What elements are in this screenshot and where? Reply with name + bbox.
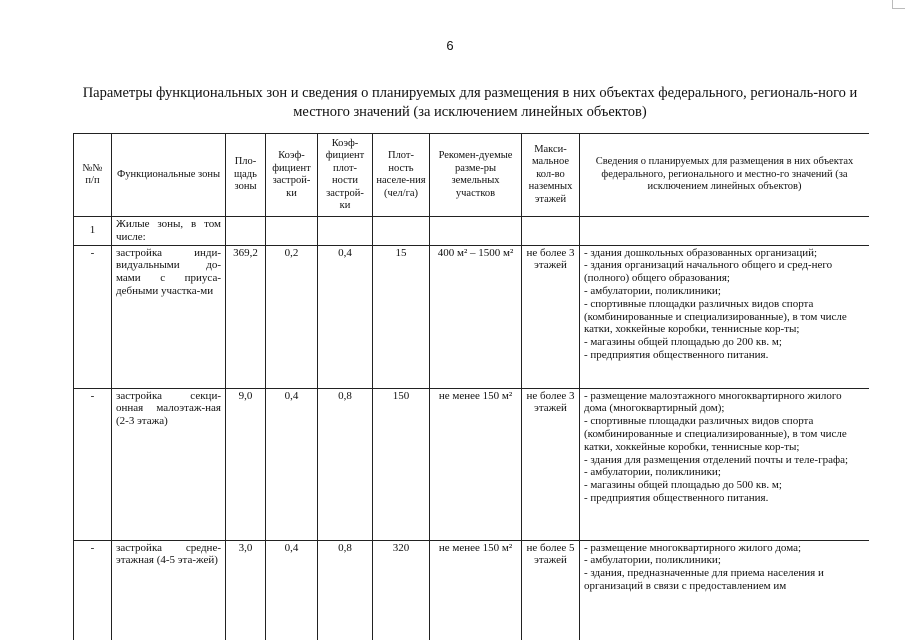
table-row [74, 388, 870, 540]
header-objects: Сведения о планируемых для размещения в них объектах федерального, регионального и местно-го значений (за исключением линейных объектов) [580, 134, 870, 217]
object-item: - здания, предназначенные для приема населения и организаций в связи с предоставлением им [584, 567, 824, 592]
object-item: - магазины общей площадью до 500 кв. м; [584, 479, 782, 492]
empty-cell [226, 217, 266, 246]
empty-cell [318, 217, 373, 246]
row-area: 3,0 [226, 540, 266, 640]
row-area: 369,2 [226, 245, 266, 388]
table-row [74, 540, 870, 640]
header-zone: Функциональные зоны [112, 134, 226, 217]
row-plot-size: не менее 150 м² [430, 540, 522, 640]
row-density-coef: 0,4 [318, 245, 373, 388]
object-item: - амбулатории, поликлиники; [584, 284, 721, 297]
row-objects [580, 245, 870, 388]
row-zone: застройка средне-этажная (4-5 эта-жей) [112, 540, 226, 640]
row-area: 9,0 [226, 388, 266, 540]
object-item: - спортивные площадки различных видов спорта (комбинированные и специализированные), в том числе катки, хоккейные коробки, теннисные кор-ты; [584, 415, 847, 453]
row-max-floors: не более 3 этажей [522, 388, 580, 540]
header-build-coef: Коэф-фициент застрой-ки [266, 134, 318, 217]
object-item: - здания для размещения отделений почты и теле-графа; [584, 453, 849, 466]
row-population-density: 320 [373, 540, 430, 640]
row-max-floors: не более 3 этажей [522, 245, 580, 388]
object-item: - предприятия общественного питания. [584, 348, 769, 361]
object-item: - спортивные площадки различных видов спорта (комбинированные и специализированные), в том числе катки, хоккейные коробки, теннисные кор-ты; [584, 297, 847, 336]
row-objects [580, 540, 870, 640]
row-num: - [74, 388, 112, 540]
object-item: - амбулатории, поликлиники; [584, 466, 721, 479]
header-num: №№ п/п [74, 134, 112, 217]
header-density-coef: Коэф-фициент плот-ности застрой-ки [318, 134, 373, 217]
page-corner-mark [892, 0, 905, 9]
empty-cell [266, 217, 318, 246]
row-num: - [74, 540, 112, 640]
row-zone: застройка секци-онная малоэтаж-ная (2-3 этажа) [112, 388, 226, 540]
page-number: 6 [446, 38, 454, 53]
group-num: 1 [74, 217, 112, 246]
row-zone: застройка инди-видуальными до-мами с приуса-дебными участка-ми [112, 245, 226, 388]
table-group-row [74, 217, 870, 246]
row-plot-size: не менее 150 м² [430, 388, 522, 540]
table-row [74, 245, 870, 388]
row-density-coef: 0,8 [318, 388, 373, 540]
empty-cell [373, 217, 430, 246]
row-population-density: 15 [373, 245, 430, 388]
empty-cell [430, 217, 522, 246]
row-population-density: 150 [373, 388, 430, 540]
object-item: - размещение малоэтажного многоквартирного жилого дома (многоквартирный дом); [584, 389, 842, 415]
object-item: - амбулатории, поликлиники; [584, 554, 721, 567]
object-item: - размещение многоквартирного жилого дома; [584, 541, 802, 554]
row-objects [580, 388, 870, 540]
row-max-floors: не более 5 этажей [522, 540, 580, 640]
empty-cell [522, 217, 580, 246]
table-header-row [74, 134, 870, 217]
row-build-coef: 0,4 [266, 388, 318, 540]
row-build-coef: 0,2 [266, 245, 318, 388]
header-plot-size: Рекомен-дуемые разме-ры земельных участков [430, 134, 522, 217]
header-population-density: Плот-ность населе-ния (чел/га) [373, 134, 430, 217]
group-zone: Жилые зоны, в том числе: [112, 217, 226, 246]
row-num: - [74, 245, 112, 388]
object-item: - здания дошкольных образованных организаций; [584, 246, 818, 259]
empty-cell [580, 217, 870, 246]
object-item: - предприятия общественного питания. [584, 491, 769, 504]
document-title: Параметры функциональных зон и сведения о планируемых для размещения в них объектах федерального, региональ-ного и местного значений (за исключением линейных объектов) [82, 85, 858, 120]
object-item: - здания организаций начального общего и сред-него (полного) общего образования; [584, 259, 833, 285]
zones-table-container [73, 133, 869, 640]
object-item: - магазины общей площадью до 200 кв. м; [584, 336, 782, 349]
row-build-coef: 0,4 [266, 540, 318, 640]
zones-table [73, 133, 869, 640]
header-max-floors: Макси-мальное кол-во наземных этажей [522, 134, 580, 217]
row-plot-size: 400 м² – 1500 м² [430, 245, 522, 388]
row-density-coef: 0,8 [318, 540, 373, 640]
header-area: Пло-щадь зоны [226, 134, 266, 217]
